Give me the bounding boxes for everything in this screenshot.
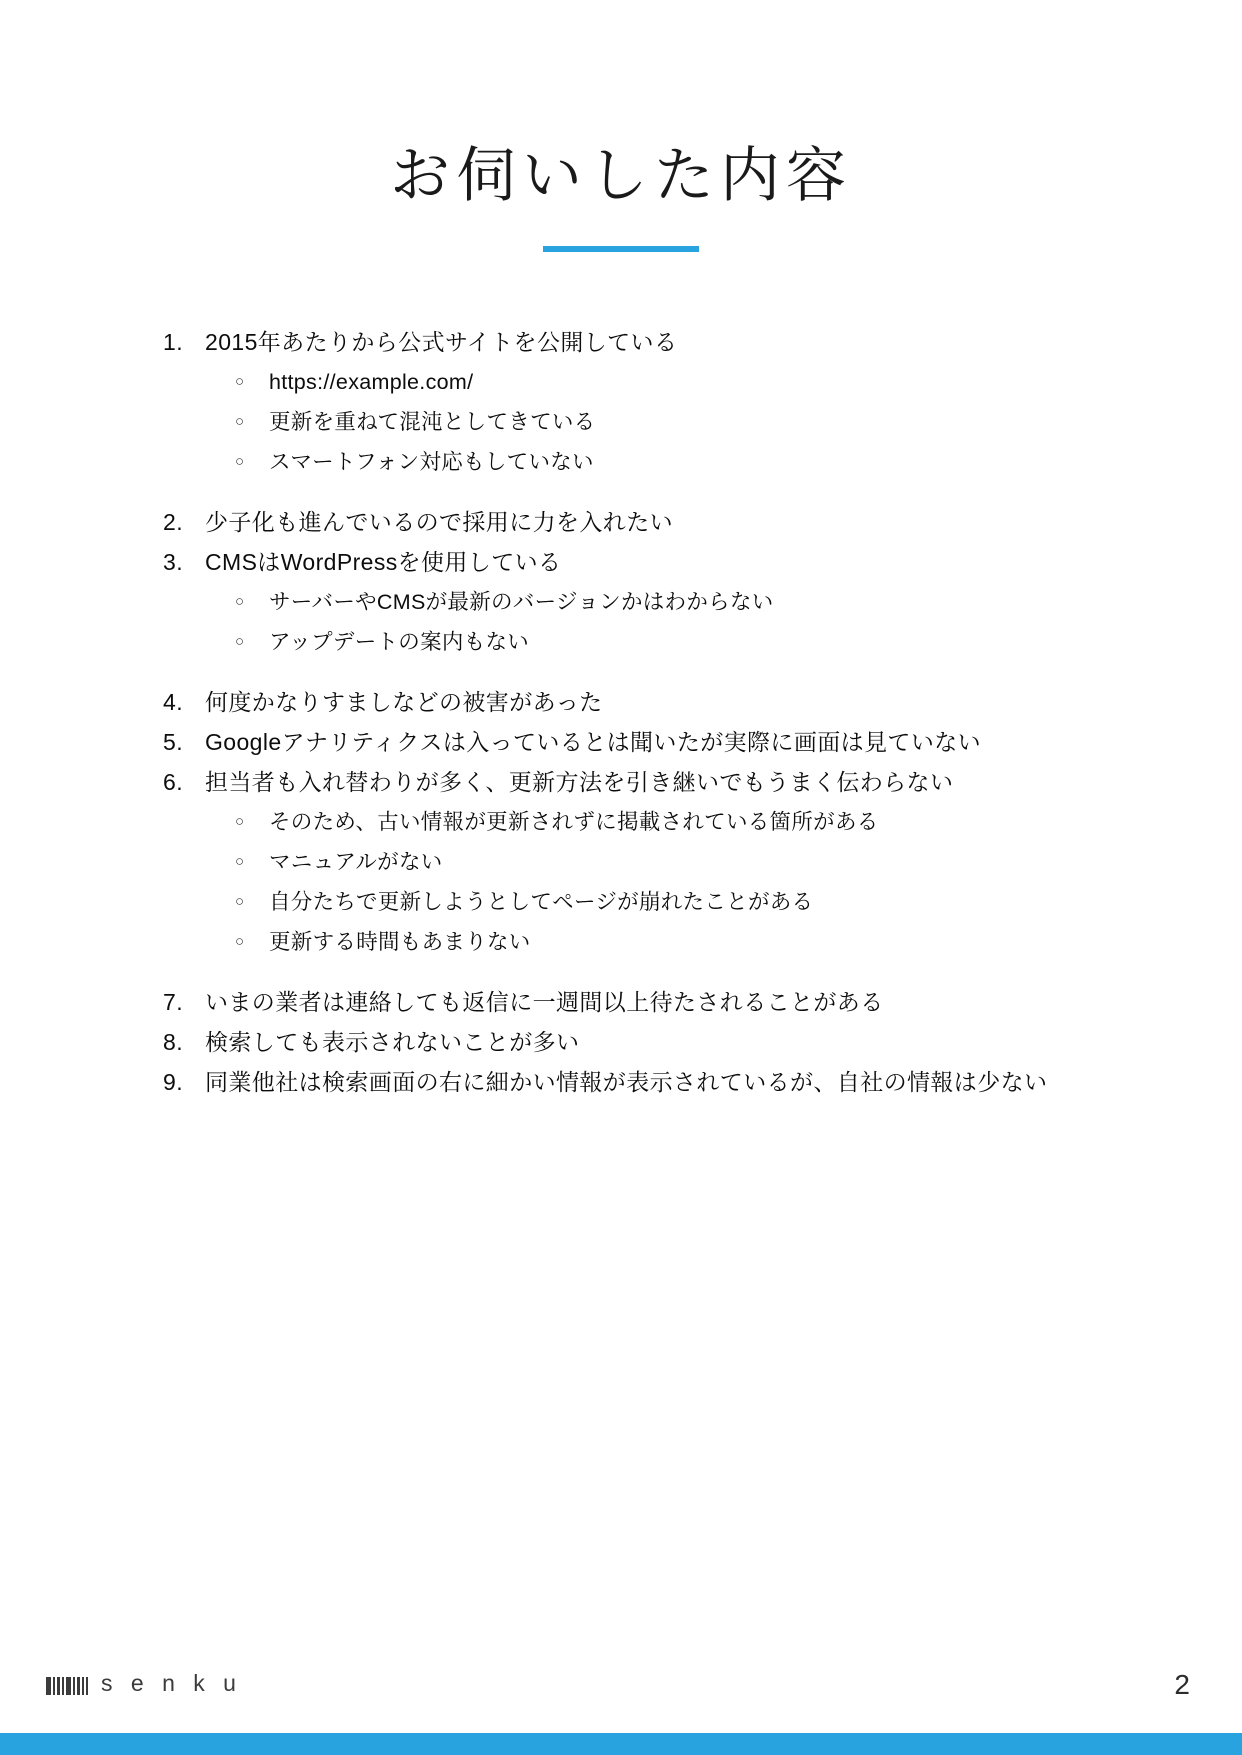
list-item-number: 6. <box>163 769 183 795</box>
circle-bullet-icon: ○ <box>235 813 245 830</box>
sub-list-item <box>163 622 1123 662</box>
sub-list-item <box>163 582 1123 622</box>
list-item-text: 2015年あたりから公式サイトを公開している <box>205 329 678 355</box>
sub-list-item <box>163 402 1123 442</box>
list-item-row <box>163 542 1123 582</box>
circle-bullet-icon: ○ <box>235 373 245 390</box>
list-item-text: 少子化も進んでいるので採用に力を入れたい <box>205 509 673 535</box>
group-spacer <box>163 962 1123 982</box>
list-item-row <box>163 1022 1123 1062</box>
list-item-text: 何度かなりすましなどの被害があった <box>205 689 603 715</box>
sub-list-item-text: サーバーやCMSが最新のバージョンかはわからない <box>269 590 774 614</box>
list-item <box>163 762 1123 982</box>
group-spacer <box>163 482 1123 502</box>
sub-list-item <box>163 442 1123 482</box>
list-item-text: いまの業者は連絡しても返信に一週間以上待たされることがある <box>205 989 884 1015</box>
list-item-text: 同業他社は検索画面の右に細かい情報が表示されているが、自社の情報は少ない <box>205 1069 1048 1095</box>
list-item-number: 4. <box>163 689 183 715</box>
content-area <box>163 322 1123 1102</box>
list-item-row <box>163 502 1123 542</box>
circle-bullet-icon: ○ <box>235 593 245 610</box>
page-title: お伺いした内容 <box>390 143 852 209</box>
list-item-text: 担当者も入れ替わりが多く、更新方法を引き継いでもうまく伝わらない <box>205 769 954 795</box>
sub-list-item <box>163 842 1123 882</box>
list-item <box>163 322 1123 502</box>
sub-list-item-text: https://example.com/ <box>269 370 474 394</box>
sub-list-item-text: マニュアルがない <box>269 850 443 874</box>
list-item-row <box>163 1062 1123 1102</box>
list-item-text: CMSはWordPressを使用している <box>205 549 562 575</box>
list-item-row <box>163 682 1123 722</box>
numbered-list <box>163 322 1123 1102</box>
circle-bullet-icon: ○ <box>235 453 245 470</box>
title-block <box>0 140 1242 252</box>
sub-list-item <box>163 922 1123 962</box>
list-item-number: 2. <box>163 509 183 535</box>
list-item-number: 3. <box>163 549 183 575</box>
list-item <box>163 1022 1123 1062</box>
sub-list-item-text: アップデートの案内もない <box>269 630 530 654</box>
title-underline-rule <box>543 246 699 252</box>
list-item <box>163 502 1123 542</box>
sub-list-item-text: 更新を重ねて混沌としてきている <box>269 410 596 434</box>
sub-list <box>163 802 1123 962</box>
list-item-text: Googleアナリティクスは入っているとは聞いたが実際に画面は見ていない <box>205 729 982 755</box>
circle-bullet-icon: ○ <box>235 853 245 870</box>
list-item-text: 検索しても表示されないことが多い <box>205 1029 580 1055</box>
circle-bullet-icon: ○ <box>235 893 245 910</box>
list-item-row <box>163 762 1123 802</box>
sub-list-item <box>163 882 1123 922</box>
sub-list-item-text: スマートフォン対応もしていない <box>269 450 594 474</box>
barcode-logo-mark-icon <box>46 1673 90 1695</box>
list-item-row <box>163 322 1123 362</box>
sub-list-item-text: そのため、古い情報が更新されずに掲載されている箇所がある <box>269 810 879 834</box>
list-item-row <box>163 982 1123 1022</box>
sub-list <box>163 362 1123 482</box>
list-item <box>163 722 1123 762</box>
slide-footer <box>0 1635 1242 1755</box>
list-item <box>163 1062 1123 1102</box>
list-item-number: 5. <box>163 729 183 755</box>
circle-bullet-icon: ○ <box>235 933 245 950</box>
list-item <box>163 982 1123 1022</box>
sub-list-item <box>163 802 1123 842</box>
list-item-number: 8. <box>163 1029 183 1055</box>
page-number: 2 <box>1174 1669 1190 1700</box>
brand-logo-text: s e n k u <box>101 1670 242 1696</box>
list-item-number: 1. <box>163 329 183 355</box>
list-item-number: 7. <box>163 989 183 1015</box>
sub-list-item <box>163 362 1123 402</box>
group-spacer <box>163 662 1123 682</box>
sub-list-item-text: 更新する時間もあまりない <box>269 930 531 954</box>
circle-bullet-icon: ○ <box>235 413 245 430</box>
list-item <box>163 682 1123 722</box>
brand-logo <box>46 1670 242 1697</box>
list-item-row <box>163 722 1123 762</box>
circle-bullet-icon: ○ <box>235 633 245 650</box>
bottom-accent-bar <box>0 1733 1242 1755</box>
list-item-number: 9. <box>163 1069 183 1095</box>
sub-list <box>163 582 1123 662</box>
list-item <box>163 542 1123 682</box>
sub-list-item-text: 自分たちで更新しようとしてページが崩れたことがある <box>269 890 814 914</box>
